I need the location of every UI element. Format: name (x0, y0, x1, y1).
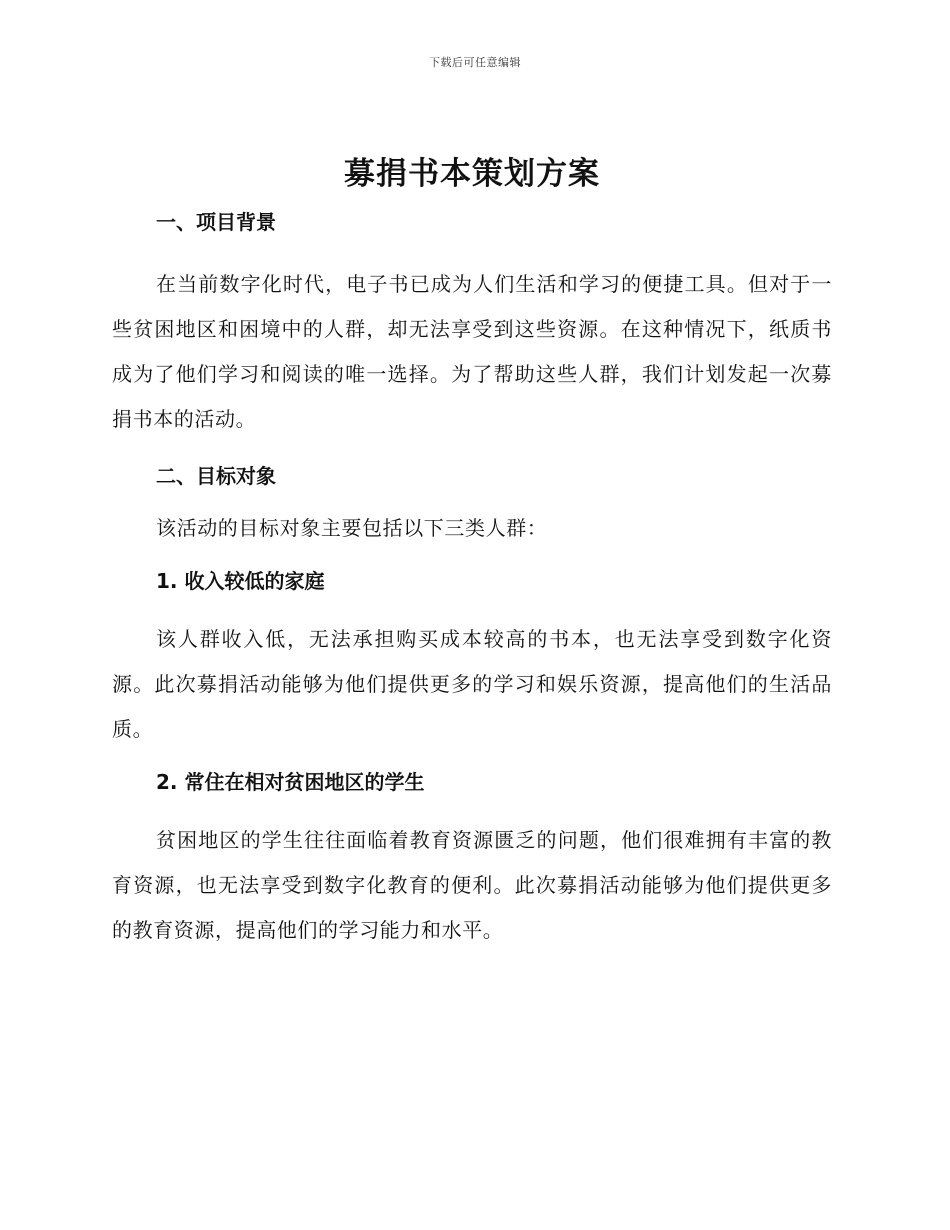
paragraph-students: 贫困地区的学生往往面临着教育资源匮乏的问题，他们很难拥有丰富的教育资源，也无法享受到数字化教育的便利。此次募捐活动能够为他们提供更多的教育资源，提高他们的学习能力和水平。 (112, 828, 832, 942)
paragraph-target-intro: 该活动的目标对象主要包括以下三类人群： (156, 516, 548, 540)
subheading-students: 2. 常住在相对贫困地区的学生 (156, 770, 425, 794)
subheading-low-income: 1. 收入较低的家庭 (156, 569, 325, 593)
document-title: 募捐书本策划方案 (344, 156, 600, 192)
section-heading-background: 一、项目背景 (156, 210, 276, 234)
paragraph-background: 在当前数字化时代，电子书已成为人们生活和学习的便捷工具。但对于一些贫困地区和困境中的人群，却无法享受到这些资源。在这种情况下，纸质书成为了他们学习和阅读的唯一选择。为了帮助这些人群，我们计划发起一次募捐书本的活动。 (112, 272, 832, 431)
page-header-note: 下载后可任意编辑 (429, 56, 521, 69)
document-body (112, 146, 832, 953)
section-heading-target: 二、目标对象 (156, 464, 276, 488)
paragraph-low-income: 该人群收入低，无法承担购买成本较高的书本，也无法享受到数字化资源。此次募捐活动能够为他们提供更多的学习和娱乐资源，提高他们的生活品质。 (112, 627, 832, 741)
